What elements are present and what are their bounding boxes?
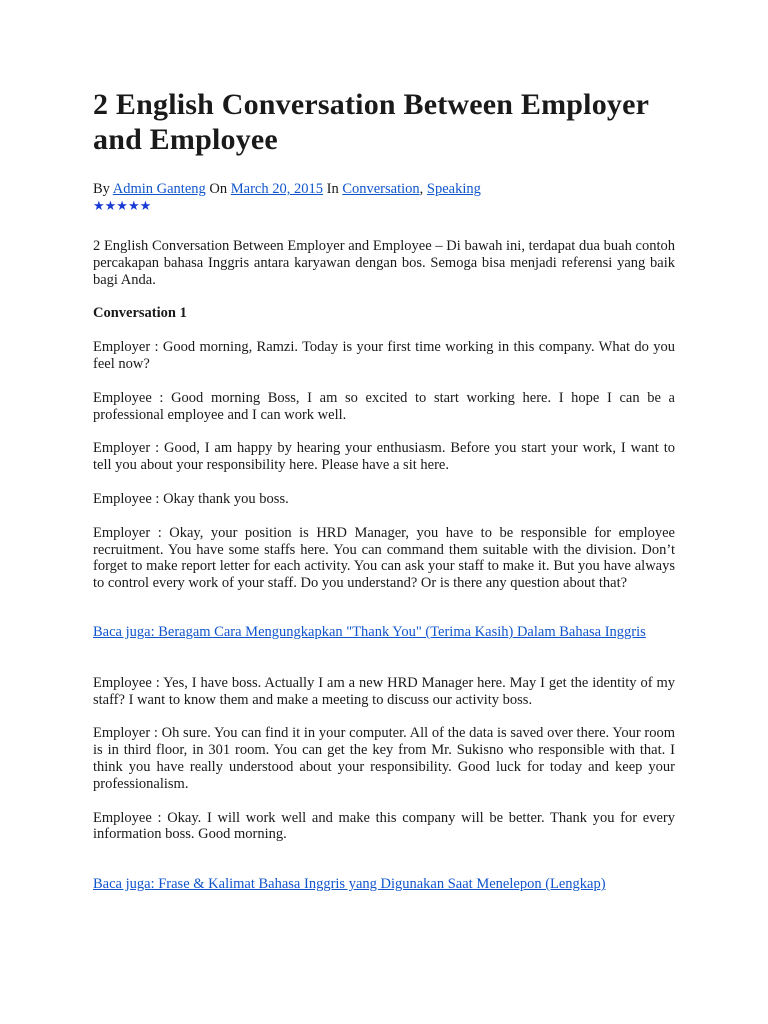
dialogue-line: Employer : Good, I am happy by hearing your enthusiasm. Before you start your work, I want to tell you about your responsibility here. Please have a sit here.	[93, 440, 675, 474]
category-separator: ,	[419, 181, 424, 197]
by-label: By	[93, 181, 110, 197]
article-meta	[93, 181, 675, 214]
category-link-conversation[interactable]: Conversation	[342, 181, 420, 197]
article-title: 2 English Conversation Between Employer and Employee	[93, 88, 649, 156]
author-link[interactable]: Admin Ganteng	[112, 181, 206, 197]
read-also-link-thank-you[interactable]: Baca juga: Beragam Cara Mengungkapkan "Thank You" (Terima Kasih) Dalam Bahasa Inggris	[93, 623, 646, 640]
dialogue-line: Employee : Good morning Boss, I am so excited to start working here. I hope I can be a professional employee and I can work well.	[93, 389, 675, 423]
dialogue-line: Employee : Okay. I will work well and make this company will be better. Thank you for every information boss. Good morning.	[93, 809, 675, 843]
rating-stars: ★★★★★	[93, 198, 152, 213]
in-label: In	[326, 181, 339, 197]
conversation-heading: Conversation 1	[93, 305, 187, 322]
read-also-link-telephone[interactable]: Baca juga: Frase & Kalimat Bahasa Inggris yang Digunakan Saat Menelepon (Lengkap)	[93, 876, 606, 893]
category-link-speaking[interactable]: Speaking	[426, 181, 481, 197]
dialogue-line: Employee : Okay thank you boss.	[93, 490, 289, 507]
dialogue-line: Employer : Good morning, Ramzi. Today is your first time working in this company. What do you feel now?	[93, 339, 675, 372]
on-label: On	[209, 181, 228, 197]
dialogue-line: Employee : Yes, I have boss. Actually I am a new HRD Manager here. May I get the identity of my staff? I want to know them and make a meeting to discuss our activity boss.	[93, 674, 675, 708]
dialogue-line: Employer : Oh sure. You can find it in your computer. All of the data is saved over there. Your room is in third floor, in 301 room. You can get the key from Mr. Sukisno who responsible with that. I think you have really understood about your responsibility. Good luck for today and keep your professionalism.	[93, 725, 675, 792]
intro-paragraph: 2 English Conversation Between Employer and Employee – Di bawah ini, terdapat dua buah contoh percakapan bahasa Inggris antara karyawan dengan bos. Semoga bisa menjadi referensi yang baik bagi Anda.	[93, 238, 675, 288]
date-link[interactable]: March 20, 2015	[230, 181, 323, 197]
dialogue-line: Employer : Okay, your position is HRD Manager, you have to be responsible for employee recruitment. You have some staffs here. You can command them suitable with the division. Don’t forget to make report letter for each activity. You can ask your staff to make it. But you have always to control every work of your staff. Do you understand? Or is there any question about that?	[93, 524, 675, 592]
